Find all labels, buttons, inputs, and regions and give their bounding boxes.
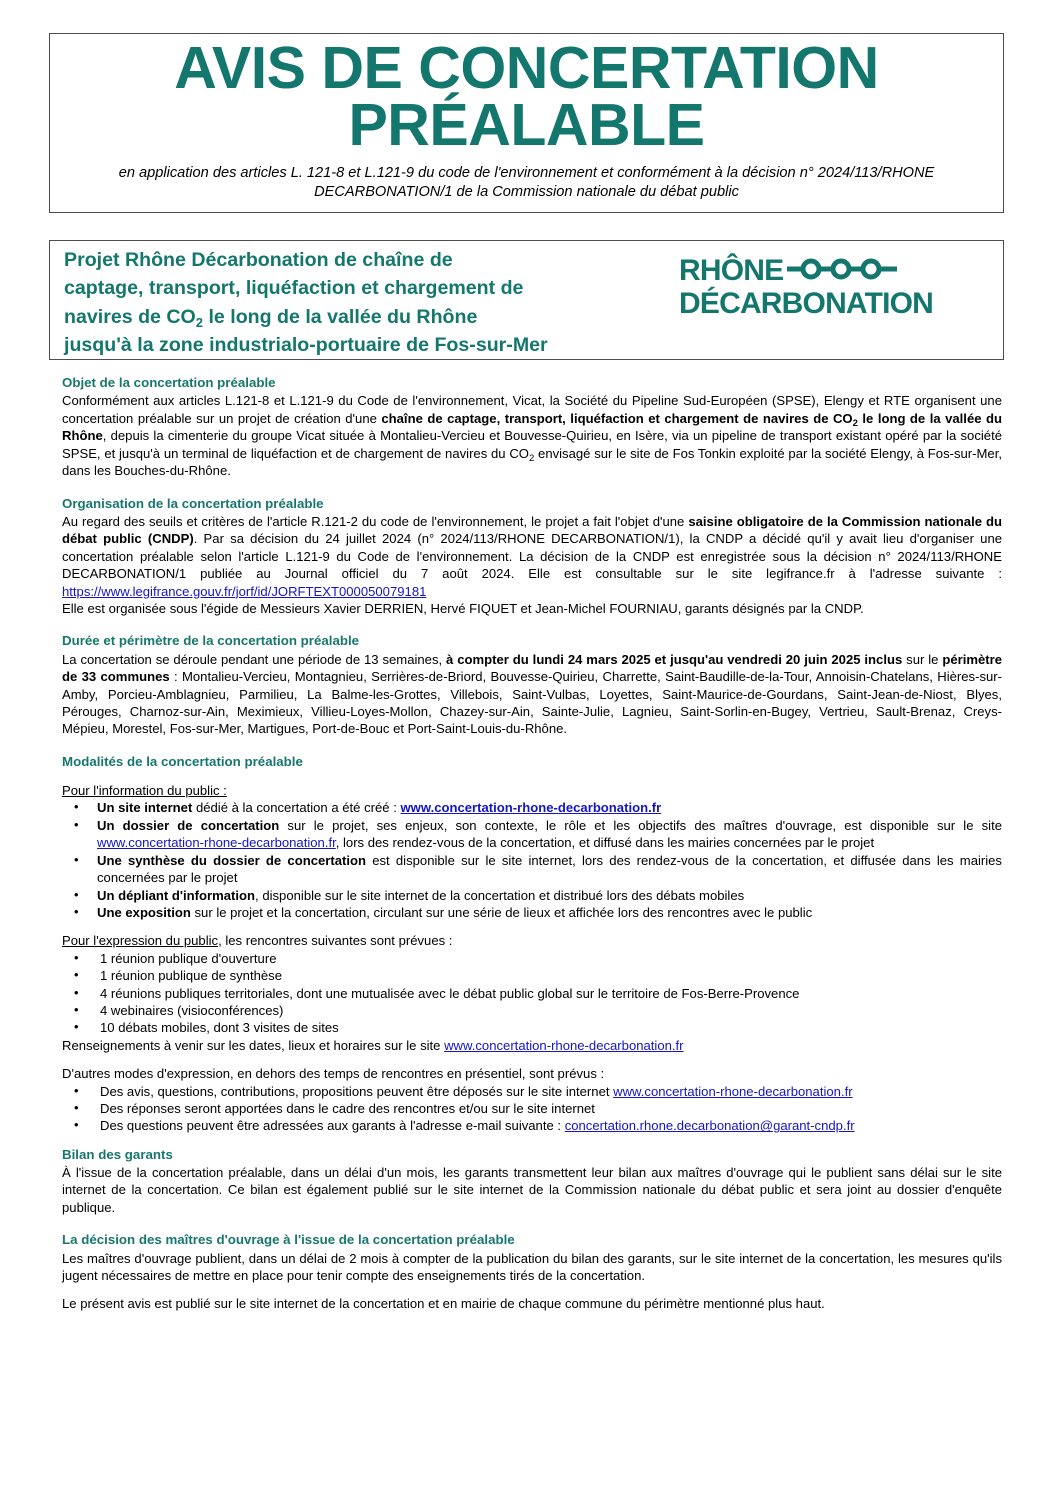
project-title-line-3a: navires de CO: [64, 305, 196, 328]
list-item: [62, 1083, 1002, 1100]
autres-bullet-3-text: Des questions peuvent être adressées aux garants à l'adresse e-mail suivante :: [100, 1118, 565, 1134]
information-public-underlined: Pour l'information du public :: [62, 783, 227, 799]
expression-bullet-list: [62, 950, 1002, 1037]
list-item: [62, 852, 1002, 887]
site-concertation-link-3[interactable]: www.concertation-rhone-decarbonation.fr: [444, 1037, 684, 1053]
duree-bold-perimetre: périmètre de 33 communes: [62, 651, 1003, 685]
heading-objet: Objet de la concertation préalable: [62, 375, 276, 390]
bullet-1-bold: Un site internet: [97, 800, 193, 816]
heading-duree: Durée et périmètre de la concertation préalable: [62, 633, 360, 649]
logo-word-decarbonation: DÉCARBONATION: [679, 287, 934, 320]
project-title-line-1: Projet Rhône Décarbonation de chaîne de: [64, 249, 453, 271]
expression-public-after: , les rencontres suivantes sont prévues :: [218, 933, 453, 949]
duree-communes-list: : Montalieu-Vercieu, Montagnieu, Serrières-de-Briord, Bouvesse-Quirieu, Charrette, Saint-Baudille-de-la-Tour, Annoisin-Chatelans, Hières-sur-Amby, Porcieu-Amblagnieu, Parmilieu, La Balme-les-Grottes, Villebois, Saint-Vulbas, Loyettes, Saint-Maurice-de-Gourdans, Saint-Jean-de-Niost, Blyes, Pérouges, Charnoz-sur-Ain, Meximieux, Villieu-Loyes-Mollon, Chazey-sur-Ain, Sainte-Julie, Lagnieu, Saint-Sorlin-en-Bugey, Vertrieu, Sault-Brenaz, Creys-Mépieu, Morestel, Fos-sur-Mer, Martigues, Port-de-Bouc et Port-Saint-Louis-du-Rhône.: [62, 669, 1002, 737]
list-item: • 4 webinaires (visioconférences): [62, 1002, 1002, 1019]
project-title-line-4: jusqu'à la zone industrialo-portuaire de Fos-sur-Mer: [64, 334, 548, 357]
list-item: • 4 réunions publiques territoriales, dont une mutualisée avec le débat public global sur le territoire de Fos-Berre-Provence: [62, 985, 1002, 1002]
bullet-4-bold: Un dépliant d'information: [97, 887, 256, 903]
duree-text-1: La concertation se déroule pendant une période de 13 semaines,: [62, 651, 447, 667]
bullet-2-bold: Un dossier de concertation: [97, 817, 280, 833]
duree-bold-dates: à compter du lundi 24 mars 2025 et jusqu'au vendredi 20 juin 2025 inclus: [446, 651, 903, 667]
objet-text-3: envisagé sur le site de Fos Tonkin exploité par la société Elengy, à Fos-sur-Mer, dans les Bouches-du-Rhône.: [62, 445, 1002, 479]
heading-modalites: Modalités de la concertation préalable: [62, 753, 303, 769]
bullet-5-text: sur le projet et la concertation, circulant sur une série de lieux et affichée lors des rencontres avec le public: [190, 904, 813, 920]
list-item: [62, 799, 1002, 816]
site-concertation-link-4[interactable]: www.concertation-rhone-decarbonation.fr: [613, 1083, 853, 1099]
list-item: • 10 débats mobiles, dont 3 visites de sites: [62, 1019, 1002, 1036]
list-item: • Des réponses seront apportées dans le cadre des rencontres et/ou sur le site internet: [62, 1100, 1002, 1117]
bullet-4-text: , disponible sur le site internet de la concertation et distribué lors des débats mobiles: [255, 887, 745, 903]
duree-text-2: sur le: [902, 651, 943, 667]
paragraph-decision: Les maîtres d'ouvrage publient, dans un délai de 2 mois à compter de la publication du bilan des garants, sur le site internet de la concertation, les mesures qu'ils jugent nécessaires de mettre en place pour tenir compte des enseignements tirés de la concertation.: [62, 1250, 1002, 1283]
list-item: [62, 887, 1002, 904]
project-title-line-2: captage, transport, liquéfaction et chargement de: [64, 277, 524, 300]
objet-text-2: , depuis la cimenterie du groupe Vicat située à Montalieu-Vercieu et Bouvesse-Quirieu, en Isère, via un pipeline de transport existant opéré par la société SPSE, et jusqu'à un terminal de liquéfaction et de chargement de navires du CO: [62, 428, 1002, 461]
project-title: [64, 246, 704, 360]
objet-bold-1-end: le long de la vallée du Rhône: [62, 410, 1002, 444]
document-body: [62, 374, 1002, 1313]
page-title: AVIS DE CONCERTATION PRÉALABLE: [174, 35, 879, 159]
heading-decision: La décision des maîtres d'ouvrage à l'issue de la concertation préalable: [62, 1232, 515, 1248]
bullet-5-bold: Une exposition: [97, 904, 191, 920]
legal-subtitle: en application des articles L. 121-8 et L.121-9 du code de l'environnement et conformément à la décision n° 2024/113/RHONE DECARBONATION/1 de la Commission nationale du débat public: [118, 165, 935, 201]
logo-top-row: [679, 254, 989, 288]
bullet-3-text: est disponible sur le site internet, lors des rendez-vous de la concertation, et diffusée dans les mairies concernées par le projet: [97, 852, 1002, 886]
list-item: • 1 réunion publique de synthèse: [62, 967, 1002, 984]
expression-public-underlined: Pour l'expression du public: [62, 933, 219, 949]
paragraph-organisation: [62, 513, 1002, 600]
paragraph-objet: [62, 392, 1002, 479]
label-expression-public: [62, 932, 1002, 949]
project-title-box: [49, 240, 1004, 360]
paragraph-duree: [62, 651, 1002, 738]
list-item: • 1 réunion publique d'ouverture: [62, 950, 1002, 967]
autres-bullet-1-text: Des avis, questions, contributions, propositions peuvent être déposés sur le site internet: [100, 1083, 614, 1099]
garants-email-link[interactable]: concertation.rhone.decarbonation@garant-cndp.fr: [564, 1118, 855, 1134]
bullet-3-bold: Une synthèse du dossier de concertation: [97, 852, 366, 868]
bullet-2-text-after: , lors des rendez-vous de la concertation, et diffusé dans les mairies concernées par le projet: [335, 835, 875, 851]
autres-modes-bullet-list: [62, 1083, 1002, 1135]
objet-text-1: Conformément aux articles L.121-8 et L.121-9 du Code de l'environnement, Vicat, la Société du Pipeline Sud-Européen (SPSE), Elengy et RTE organisent une concertation préalable sur un projet de création d'une: [62, 393, 1002, 426]
heading-organisation: Organisation de la concertation préalable: [62, 495, 324, 511]
objet-co2-sub-1: 2: [852, 417, 858, 429]
org-text-2: . Par sa décision du 24 juillet 2024 (n° 2024/113/RHONE DECARBONATION/1), la CNDP a décidé qu'il y avait lieu d'organiser une concertation préalable selon l'article L.121-9 du Code de l'environnement. La décision de la CNDP est enregistrée sous la décision n° 2024/113/RHONE DECARBONATION/1 publiée au Journal officiel du 7 août 2024. Elle est consultable sur le site legifrance.fr à l'adresse suivante :: [62, 531, 1003, 582]
chain-link-icon: [785, 256, 911, 287]
paragraph-renseignements: [62, 1037, 1002, 1054]
co2-subscript: 2: [195, 314, 204, 330]
label-information-public: [62, 782, 1002, 799]
logo-word-rhone: RHÔNE: [679, 254, 784, 287]
objet-bold-1: chaîne de captage, transport, liquéfaction et chargement de navires de CO: [381, 410, 853, 426]
site-concertation-link-2[interactable]: www.concertation-rhone-decarbonation.fr: [97, 835, 336, 851]
bullet-2-text: sur le projet, ses enjeux, son contexte, le rôle et les objectifs des maîtres d'ouvrage, est disponible sur le site: [279, 817, 1002, 833]
list-item: [62, 1117, 1002, 1134]
heading-bilan: Bilan des garants: [62, 1146, 173, 1162]
paragraph-organisation-garants: Elle est organisée sous l'égide de Messieurs Xavier DERRIEN, Hervé FIQUET et Jean-Michel FOURNIAU, garants désignés par la CNDP.: [62, 601, 864, 617]
legifrance-link[interactable]: https://www.legifrance.gouv.fr/jorf/id/JORFTEXT000050079181: [62, 583, 427, 599]
paragraph-bilan: À l'issue de la concertation préalable, dans un délai d'un mois, les garants transmettent leur bilan aux maîtres d'ouvrage qui le publient sans délai sur le site internet de la concertation. Ce bilan est également publié sur le site internet de la Commission nationale du débat public et sera joint au dossier d'enquête publique.: [62, 1165, 1002, 1215]
site-concertation-link-1[interactable]: www.concertation-rhone-decarbonation.fr: [400, 800, 662, 816]
project-title-line-3b: le long de la vallée du Rhône: [203, 305, 478, 328]
paragraph-closing: Le présent avis est publié sur le site internet de la concertation et en mairie de chaque commune du périmètre mentionné plus haut.: [62, 1296, 825, 1312]
objet-co2-sub-2: 2: [528, 452, 535, 464]
rhone-decarbonation-logo: [679, 254, 989, 319]
bullet-1-text: dédié à la concertation a été créé :: [192, 800, 401, 816]
title-box: [49, 33, 1004, 213]
org-text-1: Au regard des seuils et critères de l'article R.121-2 du code de l'environnement, le projet a fait l'objet d'une: [62, 514, 689, 530]
information-bullet-list: [62, 799, 1002, 921]
list-item: [62, 904, 1002, 921]
label-autres-modes: D'autres modes d'expression, en dehors des temps de rencontres en présentiel, sont prévus :: [62, 1066, 605, 1082]
renseignements-text: Renseignements à venir sur les dates, lieux et horaires sur le site: [62, 1037, 445, 1053]
list-item: [62, 817, 1002, 852]
org-bold-1: saisine obligatoire de la Commission nationale du débat public (CNDP): [62, 514, 1002, 547]
